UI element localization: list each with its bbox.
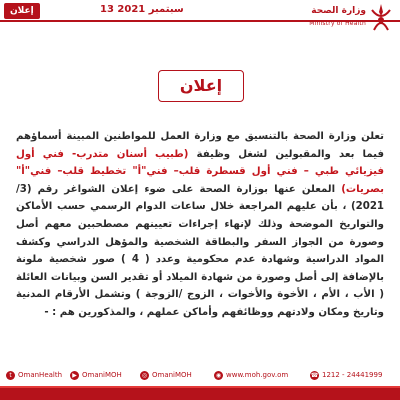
footer-handle-3: OmanHealth (18, 371, 63, 379)
logo-arabic-text: وزارة الصحة (311, 6, 366, 16)
footer-handle-1: OmaniMOH (152, 371, 192, 379)
oman-emblem-icon (368, 2, 394, 34)
announcement-body (16, 128, 384, 350)
body-text-details: المعلن عنها بوزارة الصحة على ضوء إعلان الشواغر رقم (3/ 2021) ، بأن عليهم المراجعة خلال ساعات الدوام الرسمي حسب الأماكن والتواريخ الموضحة وذلك لإنهاء إجراءات تعيينهم مصطحبين معهم أصل وصورة من الجواز السفر والبطاقة الشخصية والمؤهل الدراسي وكشف المواد الدراسية وشهادة عدم محكومية وعدد ( 4 ) صور شخصية ملونة بالإضافة إلى أصل وصورة من شهادة الميلاد أو تقدير السن وبيانات العائلة ( الأب ، الأم ، الأخوة والأخوات ، الزوج /الزوجة ) وتشمل الأرقام المدنية وتاريخ ومكان ولادتهم ووظائفهم وأماكن عملهم ، والمذكورين هم : - (16, 183, 384, 318)
youtube-icon: ▶ (70, 371, 79, 380)
page-title: إعلان (179, 76, 223, 95)
footer-hotline-text: 1212 - 24441999 (322, 371, 383, 379)
twitter-icon: t (6, 371, 15, 380)
footer-twitter[interactable] (6, 367, 62, 383)
footer-handle-2: OmaniMOH (82, 371, 122, 379)
footer-website[interactable] (214, 367, 288, 383)
bottom-bar (0, 388, 400, 400)
announcement-date: 13 سبتمبر 2021 (100, 4, 184, 15)
phone-icon: ☎ (310, 371, 319, 379)
footer-youtube[interactable] (70, 367, 122, 383)
footer-website-text: www.moh.gov.om (226, 371, 289, 379)
logo-english-text: Ministry of Health (309, 20, 366, 27)
body-text-intro: تعلن وزارة الصحة بالتنسيق مع وزارة العمل للمواطنين المبينة أسماؤهم فيما بعد والمقبولين لشغل وظيفة (16, 131, 384, 160)
footer-instagram[interactable] (140, 367, 192, 383)
ministry-logo (304, 0, 394, 38)
announcement-tag: إعلان (4, 3, 40, 19)
instagram-icon: ◎ (141, 371, 148, 379)
globe-icon: ◉ (215, 371, 222, 379)
body-text-positions: (طبيب أسنان متدرب- فني أول فيزيائي طبي – فني أول قسطرة قلب– فني"أ" تخطيط قلب– فني"أ" بصريات) (16, 148, 384, 195)
title-frame (158, 70, 244, 102)
footer (0, 367, 400, 383)
footer-hotline[interactable] (310, 367, 382, 383)
